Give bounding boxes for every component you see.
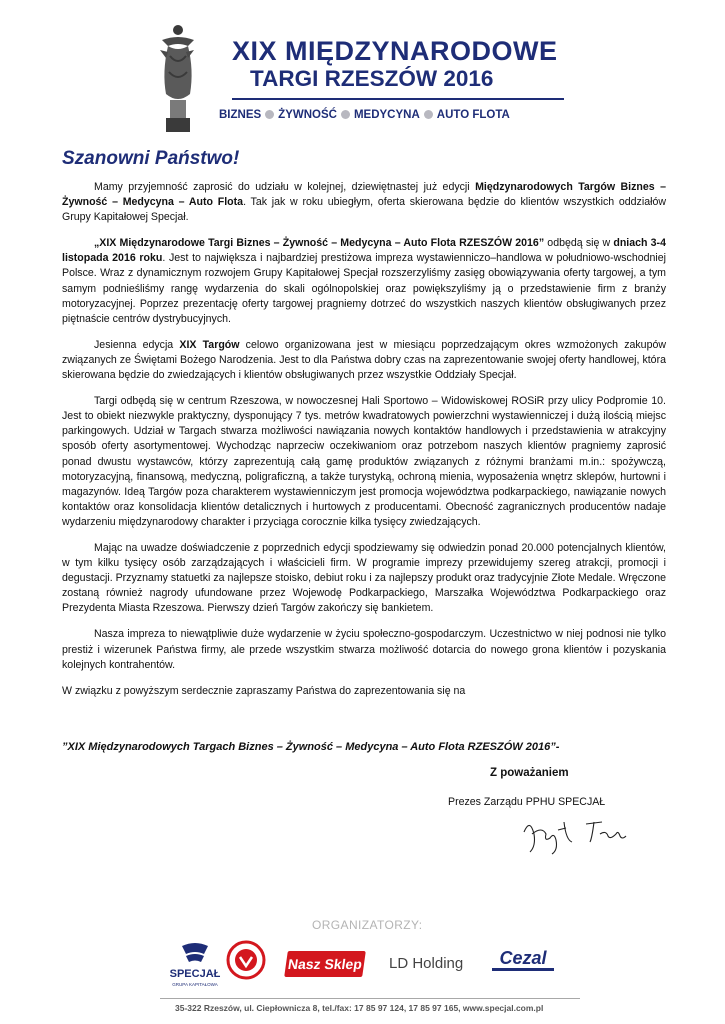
category-biznes: BIZNES bbox=[219, 109, 262, 121]
bullet-icon bbox=[265, 110, 274, 119]
bullet-icon bbox=[341, 110, 350, 119]
paragraph-5: Mając na uwadze doświadczenie z poprzednich edycji spodziewamy się odwiedzin ponad 20.000 potencjalnych klientów, w tym kilku tysięcy osób zarządzających i właścicieli firm. W programie imprezy przewidujemy szereg atrakcji, promocji i degustacji. Przyznamy statuetki za najlepsze stoisko, debiut roku i za najlepszy produkt oraz tradycyjnie Złote Medale. Wręczone zostaną również nagrody ufundowane przez Wojewodę Podkarpackiego, Marszałka Województwa Podkarpackiego oraz Prezydenta Miasta Rzeszowa. Pierwszy dzień Targów zakończy się bankietem. bbox=[62, 541, 666, 615]
paragraph-6: Nasza impreza to niewątpliwie duże wydarzenie w życiu społeczno-gospodarczym. Uczestnictwo w niej podnosi nie tylko prestiż i wizerunek Państwa firmy, ale przede wszystkim stwarza możliwość dotarcia do nowego grona klientów i pozyskania kolejnych kontrahentów. bbox=[62, 628, 666, 671]
cezal-logo-icon bbox=[488, 946, 558, 976]
nasz-sklep-logo: Nasz Sklep bbox=[284, 951, 366, 977]
ld-holding-logo: LD Holding bbox=[389, 955, 464, 972]
p3-text-2: celowo organizowana jest w miesiącu poprzedzającym okres wzmożonych zakupów związanych ze Świętami Bożego Narodzenia. Jest to dla Państwa dobry czas na zaprezentowanie swojej oferty handlowej, która skierowana będzie do zwiedzających i klientów obsługiwanych przez wszystkie Oddziały Specjał. bbox=[62, 338, 667, 382]
paragraph-3 bbox=[62, 338, 666, 383]
p1-text-2: . Tak jak w roku ubiegłym, oferta skierowana będzie do klientów wszystkich oddziałów Grupy Kapitałowej Specjał. bbox=[62, 196, 666, 224]
board-signatory: Prezes Zarządu PPHU SPECJAŁ bbox=[448, 796, 606, 808]
category-medycyna: MEDYCYNA bbox=[353, 109, 420, 121]
specjal-logo-subtext: GRUPA KAPITAŁOWA bbox=[172, 982, 218, 987]
event-quote: ”XIX Międzynarodowych Targach Biznes – Żywność – Medycyna – Auto Flota RZESZÓW 2016”- bbox=[62, 741, 560, 753]
paragraph-1 bbox=[62, 180, 666, 225]
p3-text: Jesienna edycja bbox=[94, 338, 180, 351]
cezal-logo-text: Cezal bbox=[499, 948, 547, 968]
paragraph-2 bbox=[62, 236, 666, 327]
p2-date: dniach 3-4 listopada 2016 roku bbox=[62, 237, 666, 265]
handwritten-signature-icon bbox=[520, 812, 630, 856]
closing-regards: Z poważaniem bbox=[490, 767, 569, 779]
statuette-logo-icon bbox=[152, 22, 202, 134]
header-title-line1: XIX MIĘDZYNARODOWE bbox=[232, 36, 558, 66]
p2-text: odbędą się w bbox=[544, 237, 614, 250]
specjal-logo-text: SPECJAŁ bbox=[169, 968, 221, 980]
footer-contact: 35-322 Rzeszów, ul. Ciepłownicza 8, tel./fax: 17 85 97 124, 17 85 97 165, www.specjal.com.pl bbox=[175, 1003, 544, 1013]
category-auto-flota: AUTO FLOTA bbox=[436, 109, 510, 121]
letter-body bbox=[62, 180, 666, 710]
p1-text: Mamy przyjemność zaprosić do udziału w kolejnej, dziewiętnastej już edycji bbox=[94, 181, 476, 193]
paragraph-7: W związku z powyższym serdecznie zapraszamy Państwa do zaprezentowania się na bbox=[62, 684, 466, 697]
greeting: Szanowni Państwo! bbox=[62, 148, 240, 169]
specjal-logo-icon bbox=[164, 940, 226, 990]
p2-event-name: „XIX Międzynarodowe Targi Biznes – Żywność – Medycyna – Auto Flota RZESZÓW 2016” bbox=[94, 237, 545, 250]
category-zywnosc: ŻYWNOŚĆ bbox=[278, 109, 337, 121]
p2-text-2: . Jest to największa i najbardziej prestiżowa impreza wystawienniczo–handlowa w południowo-wschodniej Polsce. Wraz z dynamicznym rozwojem Grupy Kapitałowej Specjał rozszerzyliśmy zasięg obowiązywania oferty targowej, a tym samym podnieśliśmy rangę wydarzenia do skali ogólnopolskiej oraz powiększyliśmy ją o przedstawienie firm z branży motoryzacyjnej. Poprzez prezentację oferty targowej pragniemy dotrzeć do wszystkich naszych klientów obsługiwanych przez piętnaście centrów dystrybucyjnych. bbox=[62, 252, 667, 325]
p3-bold: XIX Targów bbox=[179, 338, 240, 351]
organizers-label: ORGANIZATORZY: bbox=[312, 918, 423, 932]
header-divider bbox=[232, 98, 564, 100]
paragraph-4: Targi odbędą się w centrum Rzeszowa, w nowoczesnej Hali Sportowo – Widowiskowej ROSiR przy ulicy Podpromie 10. Jest to obiekt niezwykle praktyczny, dysponujący 7 tys. metrów kwadratowych powierzchni wystawienniczej i dużą ilością miejsc parkingowych. Udział w Targach stwarza możliwości nawiązania nowych kontaktów handlowych i przedstawienia w atrakcyjny sposób oferty asortymentowej. Wychodząc naprzeciw oczekiwaniom oraz potrzebom naszych klientów pragniemy zaprosić ponad dwustu wystawców, którzy zaprezentują całą gamę produktów związanych z różnymi branżami m.in.: spożywczą, motoryzacyjną, finansową, medyczną, poligraficzną, a także turystyką, ochroną mienia, wyposażenia wnętrz sklepów, hurtowni i magazynów. Ideą Targów poza charakterem wystawienniczym jest promocja województwa podkarpackiego, nawiązanie nowych kontaktów oraz konsolidacja klientów detalicznych i hurtowych z producentami. Obecność zagranicznych producentów nadaje wydarzeniu międzynarodowy charakter i przyciąga corocznie kilka tysięcy zwiedzających. bbox=[62, 395, 666, 528]
footer-divider bbox=[160, 998, 580, 999]
bullet-icon bbox=[424, 110, 433, 119]
partner-emblem-icon bbox=[226, 940, 266, 980]
p1-bold: Międzynarodowych Targów Biznes – Żywność – Medycyna – Auto Flota bbox=[62, 181, 666, 209]
header-title-line2: TARGI RZESZÓW 2016 bbox=[250, 66, 494, 91]
header-categories bbox=[219, 109, 510, 121]
